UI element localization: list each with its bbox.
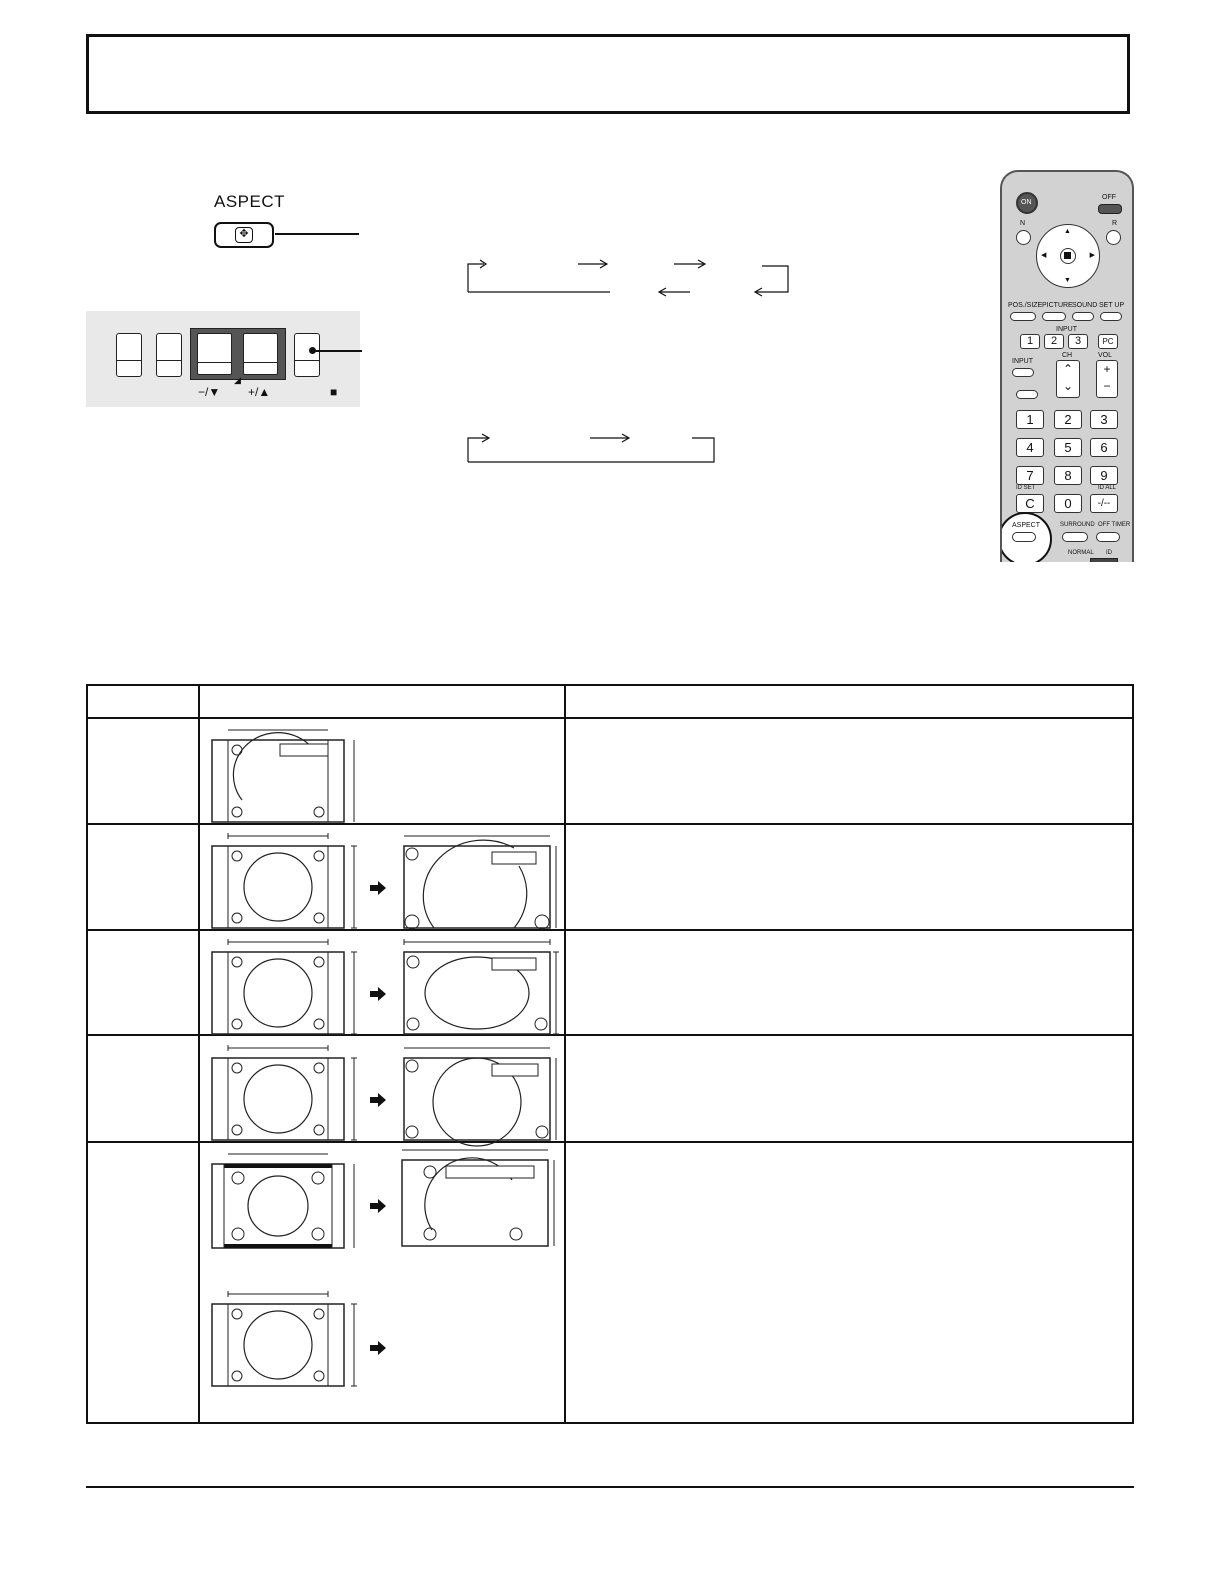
aspect-cross-icon: ✥: [235, 227, 253, 243]
table-header-divider: [88, 717, 1132, 719]
remote-n-label: N: [1020, 220, 1026, 227]
remote-input-2-button[interactable]: 2: [1044, 334, 1064, 349]
remote-id-switch[interactable]: [1090, 558, 1118, 562]
panel-button-1[interactable]: [116, 333, 142, 377]
remote-dpad-center[interactable]: [1060, 248, 1076, 264]
panel-minus-label: −/▼: [198, 385, 221, 399]
remote-ch-rocker[interactable]: ⌃ ⌄: [1056, 360, 1080, 398]
panel-enter-button[interactable]: [294, 333, 320, 377]
remote-n-button[interactable]: [1016, 230, 1031, 245]
remote-off-timer-button[interactable]: [1096, 532, 1120, 542]
remote-dpad[interactable]: ▲ ▼ ◀ ▶: [1036, 224, 1100, 288]
remote-vol-label: VOL: [1098, 352, 1113, 359]
unit-control-panel: [86, 311, 360, 407]
remote-surround-button[interactable]: [1062, 532, 1088, 542]
remote-pc-button[interactable]: PC: [1098, 334, 1118, 349]
panel-minus-button[interactable]: [197, 333, 232, 375]
remote-digit-9[interactable]: 9: [1090, 466, 1118, 485]
remote-off-label: OFF: [1102, 194, 1116, 201]
remote-id-all-label: ID ALL: [1098, 485, 1117, 491]
table-column-divider: [564, 686, 566, 1422]
remote-digit-4[interactable]: 4: [1016, 438, 1044, 457]
remote-input-group-label: INPUT: [1056, 326, 1077, 333]
remote-r-label: R: [1112, 220, 1118, 227]
panel-vol-mark: ◢: [234, 375, 241, 385]
remote-digit-7[interactable]: 7: [1016, 466, 1044, 485]
remote-picture-label: PICTURE: [1042, 302, 1073, 309]
aspect-cycle-diagram: [460, 250, 800, 300]
title-box: [86, 34, 1130, 114]
remote-recall-button[interactable]: [1016, 390, 1038, 399]
aspect-mode-table: [86, 684, 1134, 1424]
remote-digit-6[interactable]: 6: [1090, 438, 1118, 457]
remote-pos-size-button[interactable]: [1010, 312, 1036, 321]
remote-sound-label: SOUND: [1072, 302, 1098, 309]
remote-normal-label: NORMAL: [1068, 550, 1094, 556]
remote-picture-button[interactable]: [1042, 312, 1066, 321]
aspect-label: ASPECT: [214, 192, 286, 211]
remote-digit-1[interactable]: 1: [1016, 410, 1044, 429]
remote-off-timer-label: OFF TIMER: [1098, 522, 1131, 528]
panel-enter-mark: ■: [330, 385, 338, 399]
panel-volume-group: [190, 328, 286, 380]
panel-button-2[interactable]: [156, 333, 182, 377]
remote-aspect-label: ASPECT: [1012, 522, 1041, 529]
remote-digit-5[interactable]: 5: [1054, 438, 1082, 457]
remote-digit-8[interactable]: 8: [1054, 466, 1082, 485]
panel-plus-label: +/▲: [248, 385, 271, 399]
remote-control: [1000, 170, 1134, 562]
remote-on-button[interactable]: ON: [1016, 192, 1038, 214]
footer-rule: [86, 1486, 1134, 1488]
panel-plus-button[interactable]: [243, 333, 278, 375]
aspect-leader-line: [275, 233, 359, 235]
remote-input-label: INPUT: [1012, 358, 1033, 365]
aspect-button[interactable]: [214, 222, 274, 248]
remote-digit-0[interactable]: 0: [1054, 494, 1082, 513]
remote-ch-label: CH: [1062, 352, 1073, 359]
remote-pos-size-label: POS./SIZE: [1008, 302, 1043, 309]
remote-dash-button[interactable]: -/--: [1090, 494, 1118, 513]
remote-digit-3[interactable]: 3: [1090, 410, 1118, 429]
remote-off-button[interactable]: [1098, 204, 1122, 214]
aspect-illustrations: [200, 720, 562, 1420]
remote-id-set-label: ID SET: [1016, 485, 1036, 491]
remote-id-label: ID: [1106, 550, 1112, 556]
remote-digit-2[interactable]: 2: [1054, 410, 1082, 429]
remote-sound-button[interactable]: [1072, 312, 1094, 321]
remote-aspect-button[interactable]: [1012, 532, 1036, 542]
remote-input-1-button[interactable]: 1: [1020, 334, 1040, 349]
remote-setup-label: SET UP: [1099, 302, 1125, 309]
panel-leader-line: [315, 350, 362, 352]
remote-vol-rocker[interactable]: + −: [1096, 360, 1118, 398]
remote-setup-button[interactable]: [1100, 312, 1122, 321]
remote-r-button[interactable]: [1106, 230, 1121, 245]
remote-surround-label: SURROUND: [1060, 522, 1095, 528]
remote-input-button[interactable]: [1012, 368, 1034, 377]
remote-input-3-button[interactable]: 3: [1068, 334, 1088, 349]
pc-aspect-cycle-diagram: [460, 428, 720, 468]
remote-c-button[interactable]: C: [1016, 494, 1044, 513]
